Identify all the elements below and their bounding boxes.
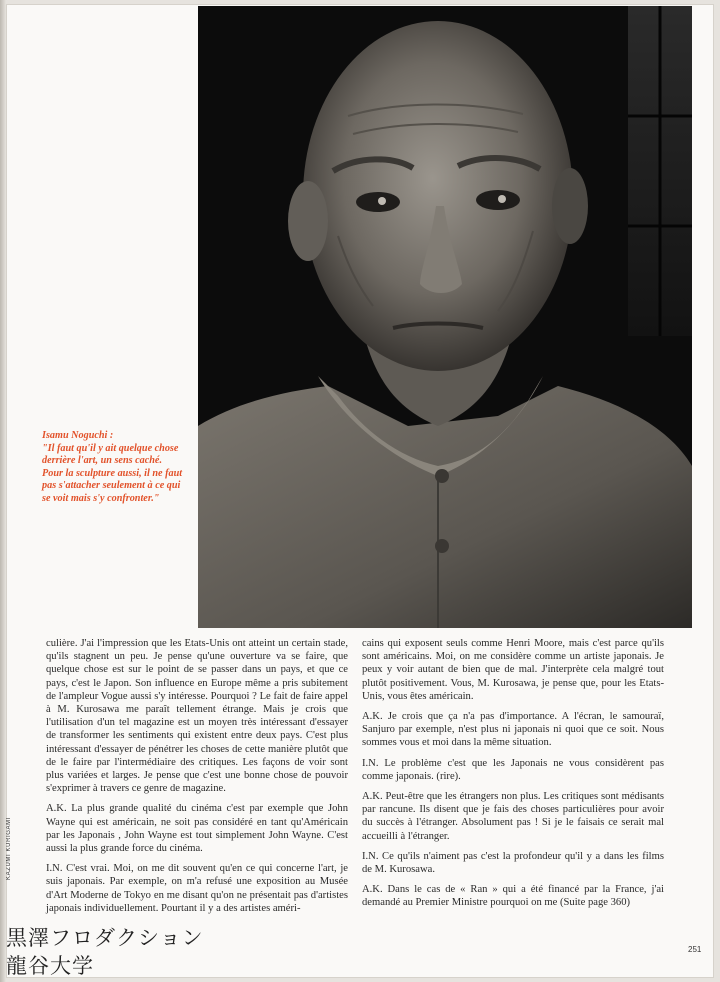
pull-quote-author: Isamu Noguchi : xyxy=(42,430,114,441)
photo-credit: KAZUMI KURIGAMI xyxy=(6,816,12,880)
paragraph: A.K. La plus grande qualité du cinéma c'est par exemple que John Wayne qui est américain, ne soit pas considéré en tant qu'Américain par les Japonais , John Wayne est tout simplement John Wayne. C'est aussi la plus grande force du cinéma. xyxy=(46,803,348,855)
paragraph: I.N. C'est vrai. Moi, on me dit souvent qu'en ce qui concerne l'art, je suis japonais. Par exemple, on m'a refusé une exposition au Musée d'Art Moderne de Tokyo en me disant qu'on ne présentait pas d'artistes japonais individuellement. Pourtant il y a des artistes améri- xyxy=(46,863,348,914)
article-column-right xyxy=(362,637,664,917)
paragraph: I.N. Le problème c'est que les Japonais ne vous considèrent pas comme japonais. (rire). xyxy=(362,757,664,782)
pull-quote xyxy=(42,430,184,506)
archive-watermark xyxy=(6,924,204,980)
article-column-left xyxy=(46,637,348,922)
paragraph: cains qui exposent seuls comme Henri Moore, mais c'est parce qu'ils sont américains. Moi, on me considère comme un artiste japonais. Je peux y voir autant de bien que de mal. J'interprète cela malgré tout plutôt positivement. Vous, M. Kurosawa, je pense que, pour les Etats-Unis, vous êtes américain. xyxy=(362,638,664,702)
paragraph: I.N. Ce qu'ils n'aiment pas c'est la profondeur qu'il y a dans les films de M. Kurosawa. xyxy=(362,850,664,876)
paragraph: culière. J'ai l'impression que les Etats-Unis ont atteint un certain stade, qu'ils stagnent un peu. Je pense qu'une ouverture va se faire, que quelque chose est sur le point de se passer dans un pays, et que ce pays, c'est le Japon. Son influence en Europe même a pris subitement de l'ampleur Vogue aussi s'y intéresse. Pourquoi ? Le fait de faire appel à M. Kurosawa me paraît tellement étrange. Mais je crois que l'utilisation d'un tel magazine est un moyen très intéressant d'essayer de transformer les sentiments qui existent entre deux pays. C'est plus intéressant d'essayer de pénétrer les choses de cette manière plutôt que de le faire par l'intermédiaire des critiques. Les façons de voir sont plus variées et larges. Je pense que c'est une bonne chose de pouvoir s'exprimer à travers ce genre de magazine. xyxy=(46,638,348,795)
portrait-photo xyxy=(198,6,692,628)
paragraph: A.K. Dans le cas de « Ran » qui a été financé par la France, j'ai demandé au Premier Ministre pourquoi on me (Suite page 360) xyxy=(362,884,664,909)
watermark-line-2: 龍谷大学 xyxy=(6,954,94,978)
paragraph: A.K. Peut-être que les étrangers non plus. Les critiques sont médisants par rancune. Ils disent que je fais des choses particulières pour avoir du succès à l'étranger. Absolument pas ! Si je le faisais ce serait mal accueilli à l'étranger. xyxy=(362,791,664,842)
pull-quote-text: "Il faut qu'il y ait quelque chose derrière l'art, un sens caché. Pour la sculpture aussi, il ne faut pas s'attacher seulement à ce qui se voit mais s'y confronter." xyxy=(42,442,183,504)
page-number: 251 xyxy=(688,945,702,954)
watermark-line-1: 黒澤フロダクション xyxy=(6,926,204,950)
paragraph: A.K. Je crois que ça n'a pas d'importance. A l'écran, le samouraï, Sanjuro par exemple, n'est plus ni japonais ni quoi que ce soit. Nous sommes vous et moi dans la même situation. xyxy=(362,711,664,749)
